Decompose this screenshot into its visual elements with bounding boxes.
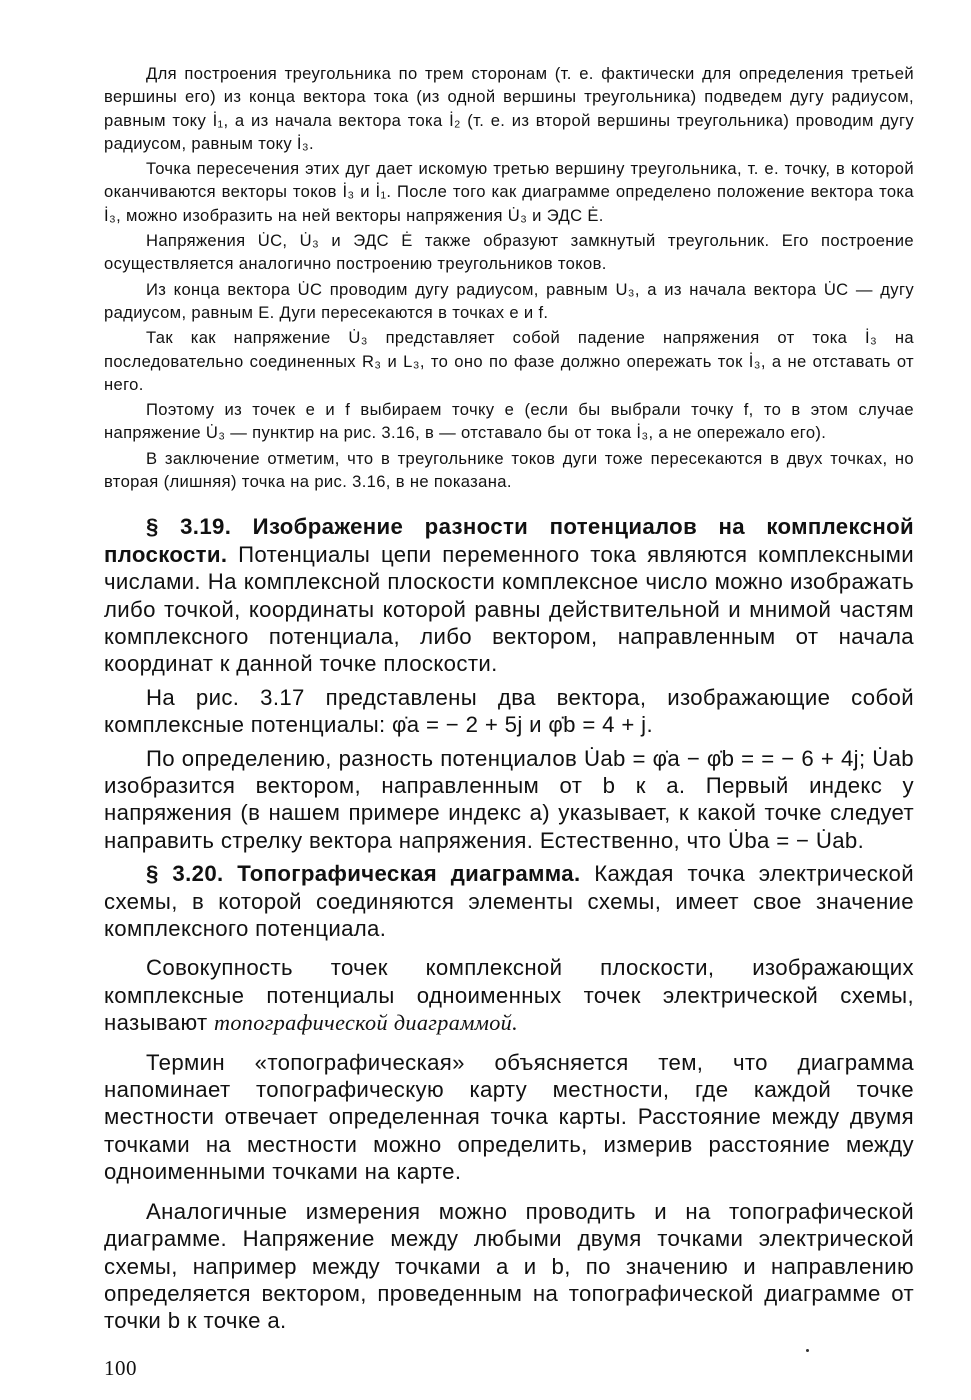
section-3-20-heading: § 3.20. Топографическая диаграмма.	[146, 861, 581, 887]
paragraph-triangle-construction: Для построения треугольника по трем сторонам (т. е. фактически для определения третьей вершины его) из конца вектора тока (из одной вершины треугольника) подведем дугу радиусом, равным току İ₁, а из начала вектора тока İ₂ (т. е. из второй вершины треугольника) проводим дугу радиусом, равным току İ₃.	[104, 64, 914, 153]
lower-text-block	[104, 513, 914, 1334]
paragraph-figure-3-17: На рис. 3.17 представлены два вектора, изображающие собой комплексные потенциалы: φ̇a = − 2 + 5j и φ̇b = 4 + j.	[104, 684, 914, 738]
paragraph-topographic-definition	[104, 954, 914, 1036]
topographic-definition-text: Совокупность точек комплексной плоскости, изображающих комплексные потенциалы одноименных точек электрической схемы, называют	[104, 955, 914, 1036]
paragraph-potential-difference: По определению, разность потенциалов U̇ab = φ̇a − φ̇b = = − 6 + 4j; U̇ab изобразится вектором, направленным от b к a. Первый индекс у напряжения (в нашем примере индекс a) указывает, к какой точке следует направить стрелку вектора напряжения. Естественно, что U̇ba = − U̇ab.	[104, 745, 914, 853]
section-3-20-text: Каждая точка электрической схемы, в которой соединяются элементы схемы, имеет свое значение комплексного потенциала.	[104, 861, 914, 942]
paragraph-term-explanation: Термин «топографическая» объясняется тем, что диаграмма напоминает топографическую карту местности, где каждой точке местности отвечает определенная точка карты. Расстояние между двумя точками на местности можно определить, измерив расстояние между одноименными точками на карте.	[104, 1049, 914, 1185]
paragraph-analogous-measurements: Аналогичные измерения можно проводить и на топографической диаграмме. Напряжение между любыми двумя точками электрической схемы, например между точками a и b, по значению и направлению определяется вектором, проведенным на топографической диаграмме от точки b к точке a.	[104, 1198, 914, 1334]
paragraph-phase-lead: Так как напряжение U̇₃ представляет собой падение напряжения от тока İ₃ на последовательно соединенных R₃ и L₃, то оно по фазе должно опережать ток İ₃, а не отставать от него.	[104, 328, 914, 394]
topographic-term: топографической диаграммой.	[213, 1010, 518, 1036]
paragraph-arc-intersection: Точка пересечения этих дуг дает искомую третью вершину треугольника, т. е. точку, в которой оканчиваются векторы токов İ₃ и İ₁. После того как диаграмме определено положение вектора тока İ₃, можно изобразить на ней векторы напряжения U̇₃ и ЭДС Ė.	[104, 159, 914, 225]
paragraph-voltage-triangle: Напряжения U̇C, U̇₃ и ЭДС Ė также образуют замкнутый треугольник. Его построение осуществляется аналогично построению треугольников токов.	[104, 231, 914, 274]
page-body	[104, 62, 914, 1335]
scan-speck	[806, 1349, 809, 1352]
upper-text-block	[104, 62, 914, 493]
section-3-19-heading: § 3.19. Изображение разности потенциалов на комплексной плоскости.	[104, 514, 914, 567]
section-3-19	[104, 513, 914, 677]
section-3-20	[104, 860, 914, 942]
paragraph-choose-point: Поэтому из точек e и f выбираем точку e (если бы выбрали точку f, то в этом случае напряжение U̇₃ — пунктир на рис. 3.16, в — отставало бы от тока İ₃, а не опережало его).	[104, 400, 914, 443]
paragraph-arcs-from-uc: Из конца вектора U̇C проводим дугу радиусом, равным U₃, а из начала вектора U̇C — дугу радиусом, равным E. Дуги пересекаются в точках e и f.	[104, 279, 914, 322]
section-3-19-text: Потенциалы цепи переменного тока являются комплексными числами. На комплексной плоскости комплексное число можно изображать либо точкой, координаты которой равны действительной и мнимой частям комплексного потенциала, либо вектором, направленным от начала координат к данной точке плоскости.	[104, 541, 914, 677]
paragraph-conclusion: В заключение отметим, что в треугольнике токов дуги тоже пересекаются в двух точках, но вторая (лишняя) точка на рис. 3.16, в не показана.	[104, 448, 914, 492]
page-number: 100	[104, 1356, 137, 1380]
